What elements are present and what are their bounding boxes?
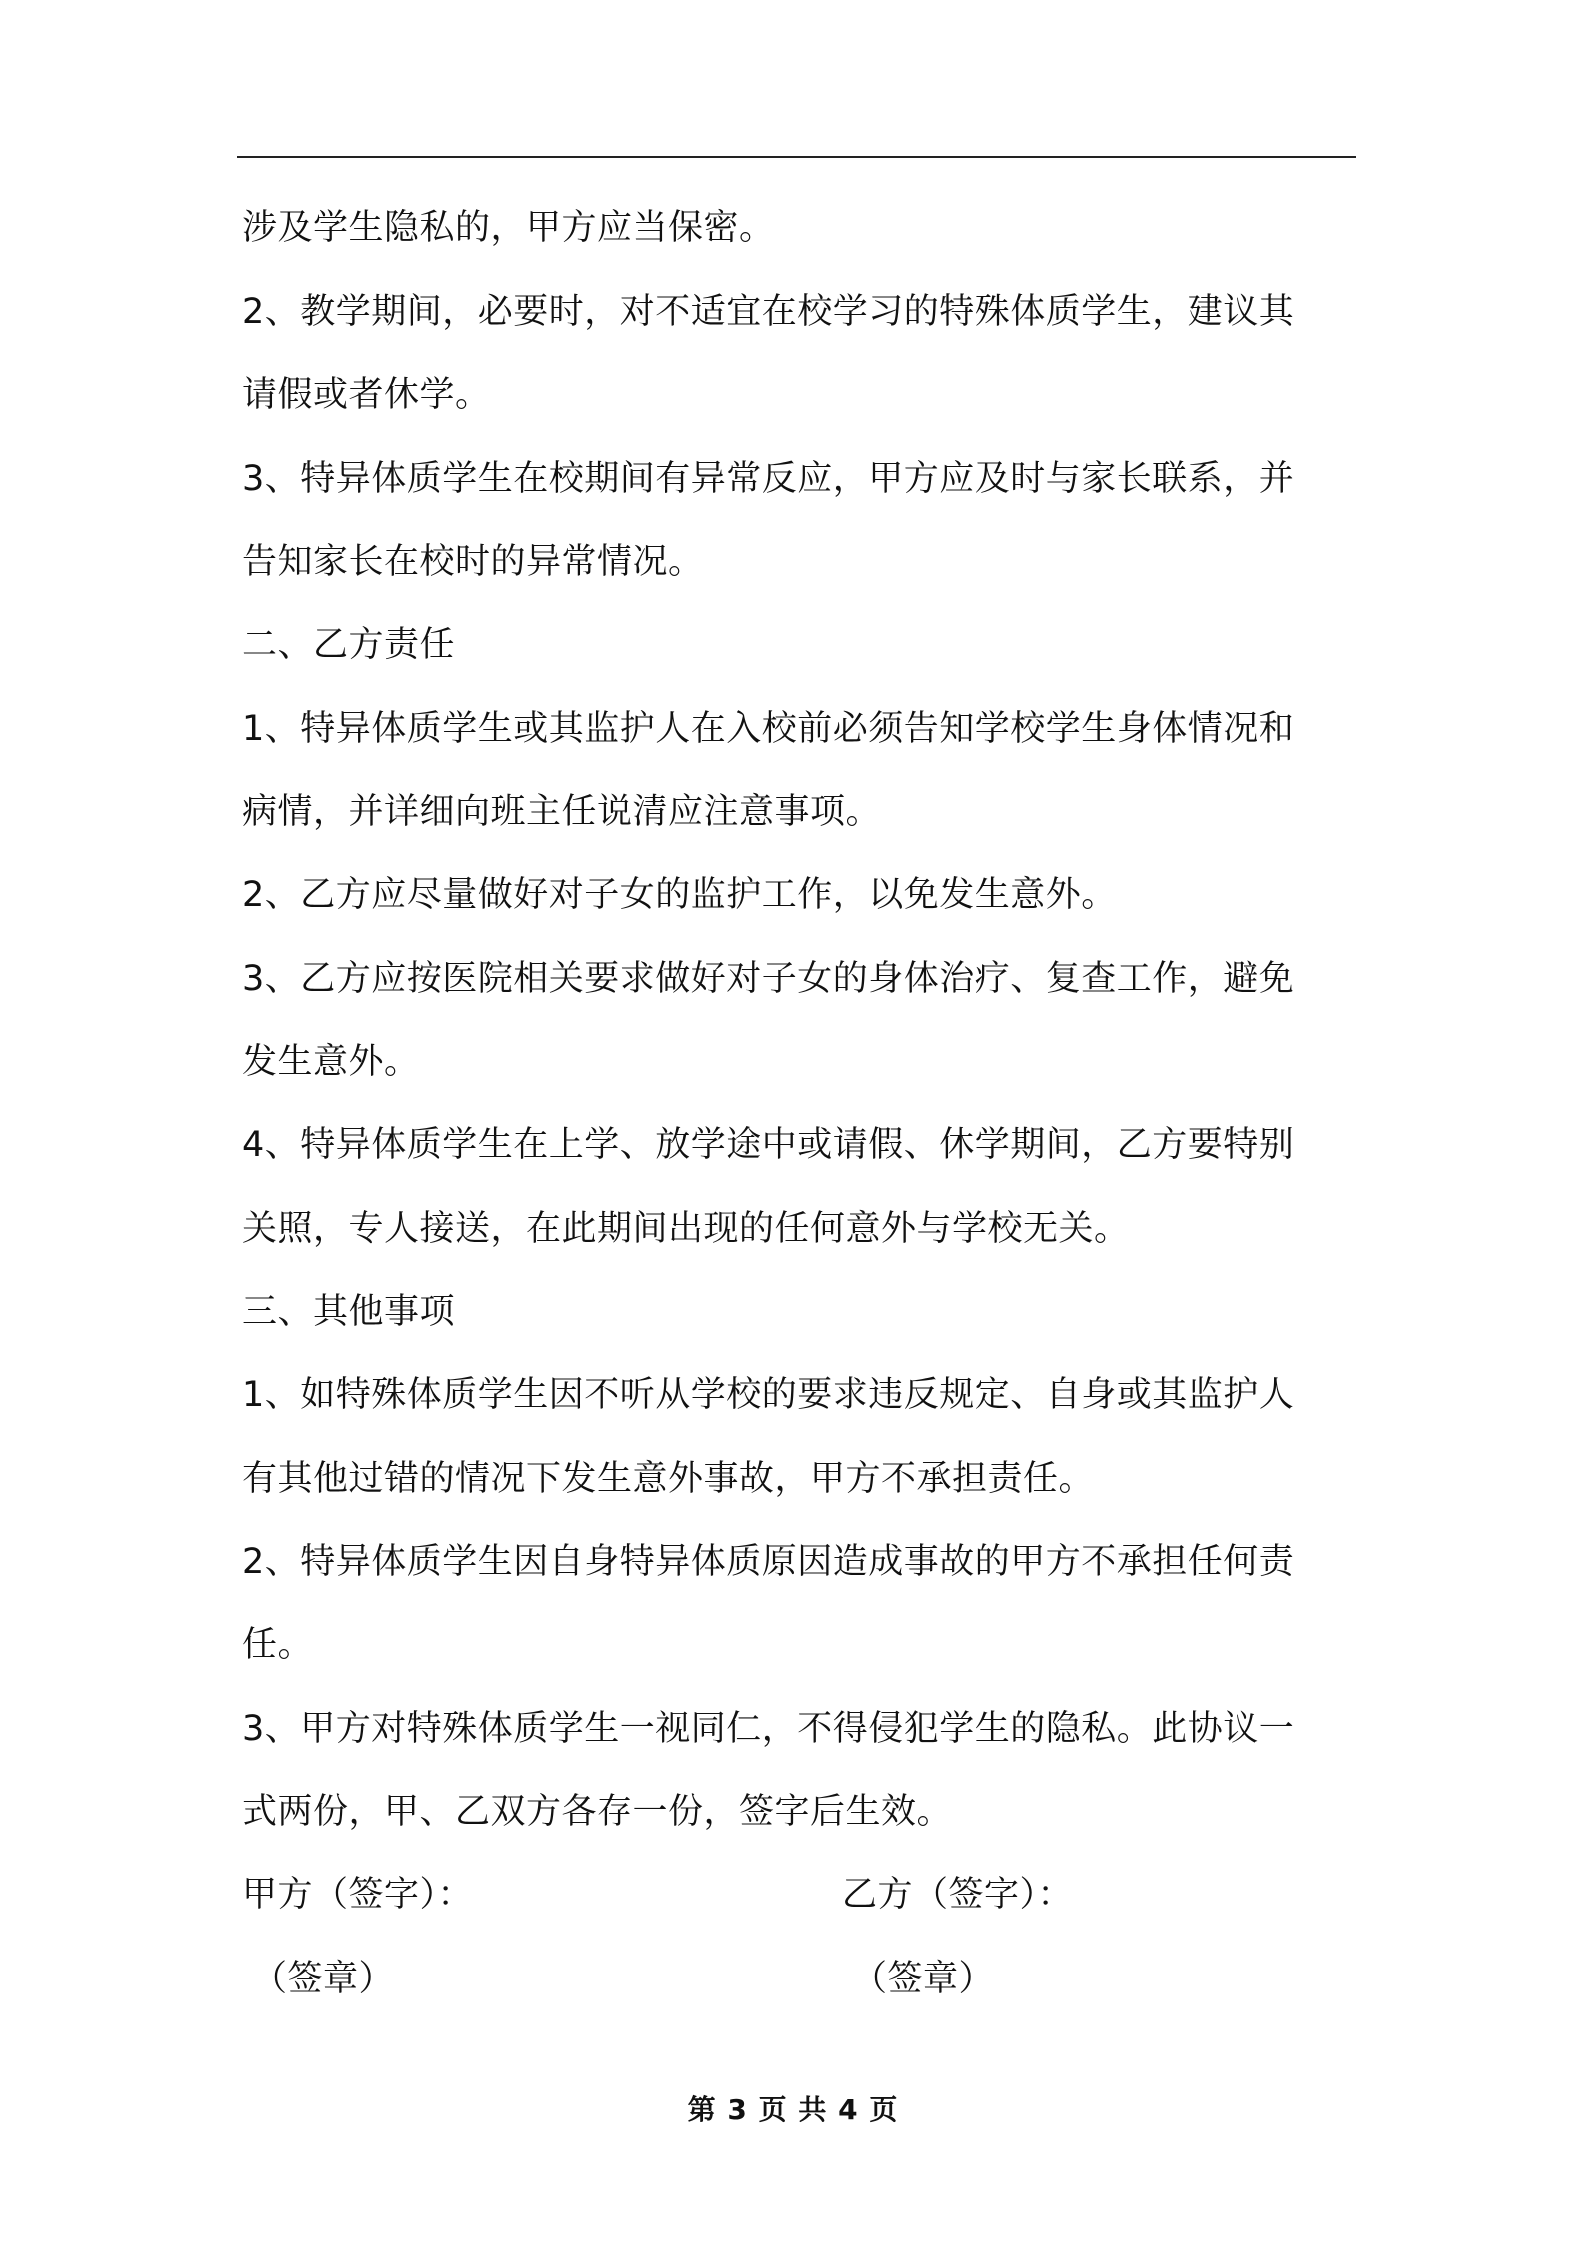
paragraph-line: 1、如特殊体质学生因不听从学校的要求违反规定、自身或其监护人 — [242, 1375, 1295, 1415]
party-b-signature-label: 乙方（签字）： — [842, 1875, 1074, 1915]
paragraph-line: 3、特异体质学生在校期间有异常反应，甲方应及时与家长联系，并 — [242, 459, 1295, 499]
paragraph-line: 病情，并详细向班主任说清应注意事项。 — [242, 792, 882, 832]
paragraph-line: 2、乙方应尽量做好对子女的监护工作，以免发生意外。 — [242, 875, 1117, 915]
paragraph-line: 有其他过错的情况下发生意外事故，甲方不承担责任。 — [242, 1459, 1095, 1499]
paragraph-line: 涉及学生隐私的，甲方应当保密。 — [242, 208, 775, 248]
paragraph-line: 请假或者休学。 — [242, 375, 491, 415]
paragraph-line: 1、特异体质学生或其监护人在入校前必须告知学校学生身体情况和 — [242, 709, 1295, 749]
paragraph-line: 发生意外。 — [242, 1042, 420, 1082]
paragraph-line: 3、甲方对特殊体质学生一视同仁，不得侵犯学生的隐私。此协议一 — [242, 1709, 1295, 1749]
party-a-seal-label: （签章） — [252, 1959, 395, 1999]
section-heading: 二、乙方责任 — [242, 625, 456, 665]
paragraph-line: 2、教学期间，必要时，对不适宜在校学习的特殊体质学生，建议其 — [242, 292, 1295, 332]
paragraph-line: 4、特异体质学生在上学、放学途中或请假、休学期间，乙方要特别 — [242, 1125, 1295, 1165]
party-b-seal-label: （签章） — [852, 1959, 995, 1999]
section-heading: 三、其他事项 — [242, 1292, 456, 1332]
paragraph-line: 任。 — [242, 1625, 314, 1665]
paragraph-line: 关照，专人接送，在此期间出现的任何意外与学校无关。 — [242, 1209, 1130, 1249]
party-a-signature-label: 甲方（签字）： — [242, 1875, 474, 1915]
header-rule — [237, 156, 1356, 158]
paragraph-line: 式两份，甲、乙双方各存一份，签字后生效。 — [242, 1792, 953, 1832]
paragraph-line: 3、乙方应按医院相关要求做好对子女的身体治疗、复查工作，避免 — [242, 959, 1295, 999]
paragraph-line: 告知家长在校时的异常情况。 — [242, 542, 704, 582]
page-number-footer: 第 3 页 共 4 页 — [687, 2093, 899, 2126]
paragraph-line: 2、特异体质学生因自身特异体质原因造成事故的甲方不承担任何责 — [242, 1542, 1295, 1582]
